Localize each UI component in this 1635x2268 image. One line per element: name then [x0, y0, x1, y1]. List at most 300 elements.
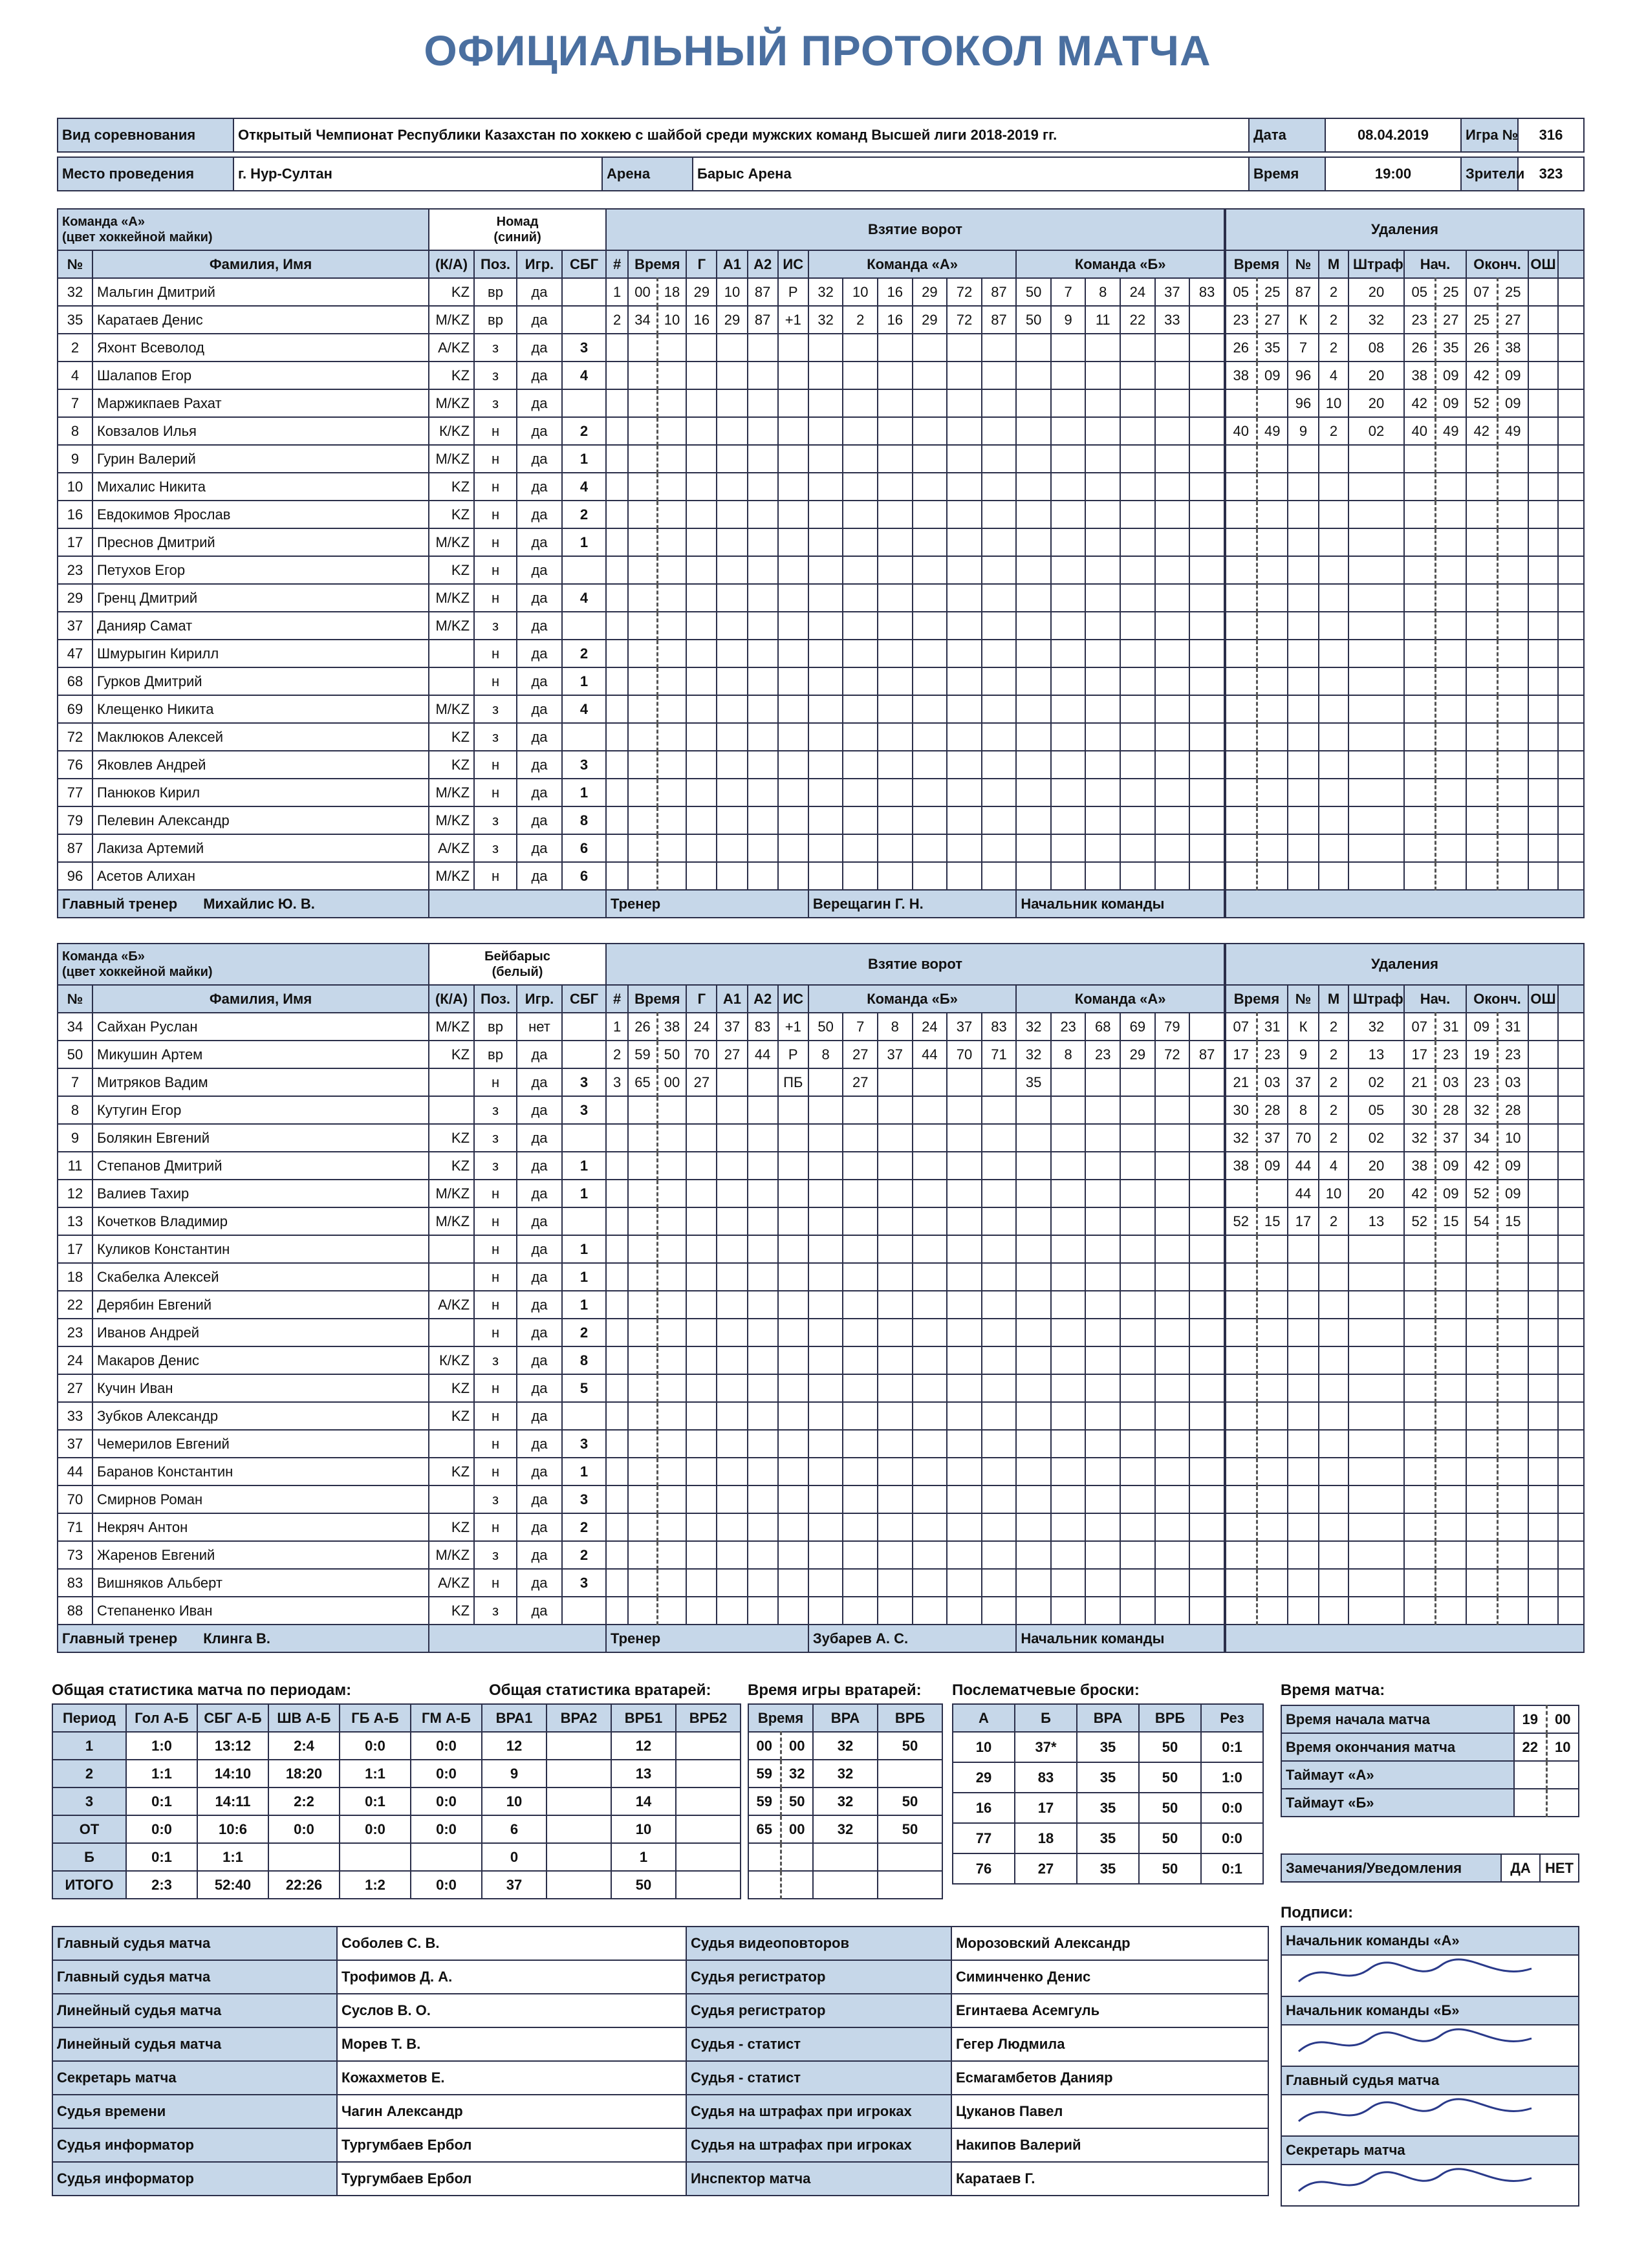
goal-cell	[748, 1096, 778, 1124]
goal-cell	[686, 556, 717, 584]
penalty-cell: 49	[1257, 417, 1288, 445]
goal-cell: 27	[686, 1068, 717, 1096]
penalty-row	[1226, 640, 1584, 667]
goal-cell	[1155, 862, 1190, 890]
period-cell: 2	[52, 1760, 126, 1787]
player-row	[58, 1569, 606, 1597]
goal-cell: 23	[1085, 1041, 1120, 1068]
penalty-cell	[1528, 1124, 1558, 1152]
goal-row	[606, 278, 1224, 306]
player-pos: н	[474, 445, 517, 473]
goal-cell	[606, 1541, 628, 1569]
goal-cell: 87	[748, 306, 778, 334]
goal-cell	[808, 417, 843, 445]
penalty-cell: 09	[1435, 1152, 1466, 1180]
penalty-cell: 07	[1226, 1013, 1257, 1041]
penalty-cell: 08	[1348, 334, 1404, 362]
goal-cell	[947, 1207, 982, 1235]
player-pos: н	[474, 1374, 517, 1402]
player-name: Микушин Артем	[92, 1041, 429, 1068]
official-name: Чагин Александр	[337, 2095, 686, 2128]
goal-cell	[947, 445, 982, 473]
goal-cell	[843, 473, 878, 501]
goal-cell	[913, 779, 947, 806]
penalty-cell	[1435, 612, 1466, 640]
goal-cell	[982, 1180, 1017, 1207]
penalty-cell	[1226, 1291, 1257, 1319]
goal-cell	[1189, 584, 1224, 612]
goal-cell	[717, 556, 747, 584]
goal-cell	[843, 779, 878, 806]
goal-cell: 37	[717, 1013, 747, 1041]
goal-cell	[628, 779, 657, 806]
penalty-cell: К	[1288, 1013, 1319, 1041]
period-cell: 13:12	[197, 1732, 268, 1760]
goal-row	[606, 501, 1224, 528]
player-num: 69	[58, 695, 92, 723]
official-role: Судья времени	[52, 2095, 337, 2128]
goal-row	[606, 1374, 1224, 1402]
penalty-row	[1226, 417, 1584, 445]
goal-cell	[606, 417, 628, 445]
goal-cell	[1085, 1485, 1120, 1513]
penalty-cell	[1404, 1374, 1435, 1402]
player-num: 68	[58, 667, 92, 695]
goal-cell	[947, 723, 982, 751]
goal-cell	[1155, 417, 1190, 445]
penalty-cell	[1528, 751, 1558, 779]
penalty-cell	[1497, 1513, 1528, 1541]
penalty-cell: 2	[1319, 1124, 1348, 1152]
gk-cell	[676, 1871, 741, 1899]
goal-cell	[686, 445, 717, 473]
goal-cell	[947, 528, 982, 556]
goal-cell	[1155, 528, 1190, 556]
player-row	[58, 1096, 606, 1124]
player-row	[58, 389, 606, 417]
goal-cell	[1120, 1319, 1155, 1346]
penalty-row	[1226, 612, 1584, 640]
period-cell: 0:0	[126, 1815, 197, 1843]
goal-cell	[1085, 501, 1120, 528]
goal-cell	[1189, 1263, 1224, 1291]
penalty-cell	[1288, 556, 1319, 584]
player-name: Валиев Тахир	[92, 1180, 429, 1207]
goal-cell	[1120, 556, 1155, 584]
penalty-cell: 32	[1404, 1124, 1435, 1152]
goal-row	[606, 1041, 1224, 1068]
goal-row	[606, 1263, 1224, 1291]
goal-cell	[982, 1124, 1017, 1152]
penalty-row	[1226, 667, 1584, 695]
goal-cell	[1120, 723, 1155, 751]
penalty-cell	[1435, 473, 1466, 501]
goal-cell	[1051, 1458, 1086, 1485]
goal-cell	[1155, 445, 1190, 473]
player-row	[58, 278, 606, 306]
goal-cell	[1085, 1291, 1120, 1319]
penalty-cell: 4	[1319, 362, 1348, 389]
player-num: 24	[58, 1346, 92, 1374]
col-goal-num: #	[606, 250, 628, 278]
penalty-cell: 40	[1226, 417, 1257, 445]
team-name: Номад (синий)	[429, 209, 606, 250]
player-name: Митряков Вадим	[92, 1068, 429, 1096]
goal-cell	[1085, 1374, 1120, 1402]
goal-cell	[778, 556, 808, 584]
goal-cell	[657, 612, 686, 640]
goal-cell	[1155, 1374, 1190, 1402]
col-is: ИС	[778, 985, 808, 1013]
player-sbg	[562, 389, 606, 417]
goal-cell	[1189, 389, 1224, 417]
player-num: 17	[58, 1235, 92, 1263]
player-sbg	[562, 306, 606, 334]
penalty-cell: 25	[1497, 278, 1528, 306]
goal-cell	[947, 556, 982, 584]
penalty-cell	[1319, 640, 1348, 667]
penalty-cell	[1288, 1402, 1319, 1430]
coach-label	[58, 890, 429, 918]
goal-cell	[686, 417, 717, 445]
penalty-cell	[1497, 501, 1528, 528]
signature-scribble	[1286, 2165, 1570, 2201]
goal-cell	[1051, 862, 1086, 890]
penalty-cell	[1404, 584, 1435, 612]
penalty-cell: 03	[1435, 1068, 1466, 1096]
player-igr: да	[517, 278, 562, 306]
penalty-cell: 17	[1404, 1041, 1435, 1068]
penalty-cell	[1319, 1346, 1348, 1374]
penalty-cell	[1226, 1374, 1257, 1402]
goal-cell	[1051, 362, 1086, 389]
col-pen-time: Время	[1226, 250, 1288, 278]
goal-cell	[778, 751, 808, 779]
penalty-cell: 23	[1466, 1068, 1497, 1096]
goal-cell	[843, 1096, 878, 1124]
goal-cell	[982, 1513, 1017, 1541]
goal-cell	[1051, 1319, 1086, 1346]
official-name: Есмагамбетов Данияр	[951, 2061, 1268, 2095]
col-pen-m: М	[1319, 250, 1348, 278]
goal-cell	[686, 1541, 717, 1569]
so-cell: 50	[1139, 1793, 1201, 1823]
period-cell: 3	[52, 1787, 126, 1815]
period-cell	[340, 1843, 411, 1871]
goal-cell	[717, 1541, 747, 1569]
game-value: 316	[1518, 118, 1584, 152]
goal-cell	[878, 1096, 913, 1124]
goal-cell	[947, 1152, 982, 1180]
player-pos: з	[474, 1346, 517, 1374]
gk-cell: 50	[611, 1871, 676, 1899]
penalty-cell	[1558, 1430, 1584, 1458]
goal-cell	[628, 1124, 657, 1152]
penalty-cell	[1257, 556, 1288, 584]
penalty-cell	[1497, 723, 1528, 751]
goal-cell	[1189, 1485, 1224, 1513]
player-igr: да	[517, 1569, 562, 1597]
goal-cell	[1189, 779, 1224, 806]
signature-box	[1281, 2025, 1579, 2066]
goal-cell	[778, 501, 808, 528]
player-sbg	[562, 1124, 606, 1152]
goal-cell	[778, 1291, 808, 1319]
period-cell: 0:0	[411, 1815, 482, 1843]
goal-cell	[843, 640, 878, 667]
goal-cell	[686, 528, 717, 556]
player-igr: да	[517, 806, 562, 834]
remarks-no[interactable]: НЕТ	[1540, 1854, 1579, 1882]
goal-cell	[808, 556, 843, 584]
goal-cell	[1051, 1096, 1086, 1124]
goal-cell	[748, 1207, 778, 1235]
player-ka: KZ	[429, 723, 474, 751]
goal-cell	[628, 1374, 657, 1402]
goal-cell	[913, 834, 947, 862]
period-cell: 0:0	[411, 1732, 482, 1760]
trainer-label-text: Тренер	[611, 1630, 661, 1647]
player-igr: да	[517, 1041, 562, 1068]
penalty-cell	[1319, 695, 1348, 723]
penalty-cell	[1348, 1374, 1404, 1402]
player-name: Смирнов Роман	[92, 1485, 429, 1513]
penalty-cell	[1497, 528, 1528, 556]
penalty-cell	[1226, 584, 1257, 612]
player-row	[58, 1041, 606, 1068]
goal-cell	[1085, 1207, 1120, 1235]
penalty-cell	[1319, 1291, 1348, 1319]
penalty-cell	[1558, 473, 1584, 501]
player-num: 13	[58, 1207, 92, 1235]
penalty-cell	[1288, 1597, 1319, 1625]
goal-cell	[748, 612, 778, 640]
player-name: Ковзалов Илья	[92, 417, 429, 445]
official-role: Линейный судья матча	[52, 1994, 337, 2027]
goal-cell	[808, 723, 843, 751]
player-row	[58, 501, 606, 528]
penalty-row	[1226, 1207, 1584, 1235]
goal-cell: 29	[686, 278, 717, 306]
goal-cell	[1016, 501, 1051, 528]
penalty-cell: 32	[1466, 1096, 1497, 1124]
penalty-cell: 42	[1466, 1152, 1497, 1180]
goal-cell	[808, 779, 843, 806]
teamA-penalties	[1225, 208, 1585, 918]
goal-cell	[1120, 612, 1155, 640]
goal-cell	[606, 389, 628, 417]
col-goal-time: Время	[628, 250, 686, 278]
so-head: Б	[1015, 1704, 1077, 1732]
penalty-cell	[1497, 1458, 1528, 1485]
goal-cell	[657, 751, 686, 779]
goal-cell	[982, 667, 1017, 695]
penalty-row	[1226, 1430, 1584, 1458]
penalty-cell	[1466, 1430, 1497, 1458]
goal-cell	[1051, 528, 1086, 556]
col-sbg: СБГ	[562, 985, 606, 1013]
penalty-row	[1226, 501, 1584, 528]
goal-cell	[1016, 1458, 1051, 1485]
goal-cell	[628, 1152, 657, 1180]
player-sbg	[562, 1041, 606, 1068]
goal-cell	[628, 1235, 657, 1263]
penalty-cell	[1257, 612, 1288, 640]
goal-cell	[1051, 1402, 1086, 1430]
player-sbg: 3	[562, 1430, 606, 1458]
time-label: Время	[1249, 157, 1325, 191]
player-igr: да	[517, 501, 562, 528]
goal-cell	[1120, 1458, 1155, 1485]
gk-cell	[676, 1760, 741, 1787]
col-on-ice-opp: Команда «А»	[1016, 985, 1224, 1013]
penalty-cell	[1497, 1430, 1528, 1458]
player-ka: KZ	[429, 1458, 474, 1485]
player-num: 27	[58, 1374, 92, 1402]
mt-cell	[1514, 1789, 1546, 1817]
player-pos: з	[474, 334, 517, 362]
player-num: 7	[58, 1068, 92, 1096]
goal-cell	[657, 1597, 686, 1625]
penalty-cell	[1348, 1430, 1404, 1458]
goal-row	[606, 1207, 1224, 1235]
penalty-cell	[1528, 1291, 1558, 1319]
goal-cell: 65	[628, 1068, 657, 1096]
goal-cell: 44	[913, 1041, 947, 1068]
penalty-cell: 9	[1288, 1041, 1319, 1068]
signature-label: Начальник команды «Б»	[1281, 1996, 1579, 2025]
goal-cell	[1120, 1430, 1155, 1458]
goal-cell	[1016, 1319, 1051, 1346]
penalty-cell	[1348, 556, 1404, 584]
goal-cell	[717, 1263, 747, 1291]
player-igr: да	[517, 473, 562, 501]
player-num: 16	[58, 501, 92, 528]
goal-cell	[843, 1374, 878, 1402]
goal-cell	[686, 640, 717, 667]
period-head: СБГ А-Б	[197, 1704, 268, 1732]
player-name: Мальгин Дмитрий	[92, 278, 429, 306]
player-num: 76	[58, 751, 92, 779]
goal-cell	[1189, 1096, 1224, 1124]
goal-cell	[1189, 1458, 1224, 1485]
goal-cell	[1051, 1207, 1086, 1235]
penalty-cell: 05	[1226, 278, 1257, 306]
goal-row	[606, 1013, 1224, 1041]
penalty-cell	[1348, 1346, 1404, 1374]
player-pos: н	[474, 779, 517, 806]
remarks-yes[interactable]: ДА	[1501, 1854, 1540, 1882]
goal-cell	[1085, 1068, 1120, 1096]
goal-cell	[878, 1430, 913, 1458]
period-head: ГБ А-Б	[340, 1704, 411, 1732]
player-igr: да	[517, 334, 562, 362]
player-num: 11	[58, 1152, 92, 1180]
penalty-cell: 52	[1226, 1207, 1257, 1235]
goal-cell	[1016, 1346, 1051, 1374]
goal-cell	[628, 1513, 657, 1541]
goal-cell	[748, 1374, 778, 1402]
penalty-cell	[1528, 612, 1558, 640]
penalty-cell	[1558, 306, 1584, 334]
penalty-cell	[1288, 1569, 1319, 1597]
player-pos: з	[474, 362, 517, 389]
player-igr: да	[517, 1374, 562, 1402]
period-cell: 0:1	[126, 1787, 197, 1815]
gkt-head: Время	[748, 1704, 813, 1732]
goal-cell	[628, 1597, 657, 1625]
goal-row	[606, 695, 1224, 723]
goal-cell	[843, 695, 878, 723]
gkt-cell: 32	[813, 1732, 878, 1760]
goal-cell	[878, 751, 913, 779]
official-name: Суслов В. О.	[337, 1994, 686, 2027]
penalty-cell	[1226, 695, 1257, 723]
penalty-cell	[1466, 695, 1497, 723]
player-igr: да	[517, 779, 562, 806]
player-sbg	[562, 723, 606, 751]
goal-cell	[1155, 1235, 1190, 1263]
goal-cell	[982, 334, 1017, 362]
goal-cell	[778, 389, 808, 417]
penalty-row	[1226, 584, 1584, 612]
goal-cell: Р	[778, 278, 808, 306]
goal-cell: 16	[686, 306, 717, 334]
goal-cell	[982, 417, 1017, 445]
penalty-cell	[1466, 751, 1497, 779]
goal-cell	[628, 445, 657, 473]
goal-cell	[748, 1263, 778, 1291]
penalty-cell	[1497, 1235, 1528, 1263]
player-pos: з	[474, 1485, 517, 1513]
gk-cell: 13	[611, 1760, 676, 1787]
period-cell: 2:3	[126, 1871, 197, 1899]
goal-cell	[686, 1291, 717, 1319]
penalty-row	[1226, 1346, 1584, 1374]
player-igr: да	[517, 1458, 562, 1485]
player-name: Вишняков Альберт	[92, 1569, 429, 1597]
goal-cell	[1085, 1513, 1120, 1541]
player-row	[58, 306, 606, 334]
goal-cell	[878, 640, 913, 667]
goal-cell	[982, 1458, 1017, 1485]
official-role: Судья видеоповторов	[686, 1927, 951, 1960]
chief-label: Начальник команды	[1016, 890, 1224, 918]
goal-cell	[1120, 1291, 1155, 1319]
goal-cell	[686, 501, 717, 528]
goal-row	[606, 334, 1224, 362]
penalty-cell	[1497, 1291, 1528, 1319]
goal-cell	[778, 667, 808, 695]
player-ka	[429, 1068, 474, 1096]
penalty-cell	[1404, 1597, 1435, 1625]
player-num: 23	[58, 1319, 92, 1346]
goal-cell	[1016, 779, 1051, 806]
penalty-cell: 2	[1319, 1041, 1348, 1068]
goal-cell	[843, 1152, 878, 1180]
goal-cell	[843, 445, 878, 473]
player-num: 9	[58, 1124, 92, 1152]
penalty-cell: 38	[1404, 1152, 1435, 1180]
gkt-cell	[748, 1843, 781, 1871]
penalty-cell: 28	[1497, 1096, 1528, 1124]
goal-cell: 83	[748, 1013, 778, 1041]
goal-cell	[1051, 1068, 1086, 1096]
goal-cell	[1120, 1346, 1155, 1374]
signature-label: Начальник команды «А»	[1281, 1927, 1579, 1955]
player-pos: вр	[474, 306, 517, 334]
goal-cell	[1189, 334, 1224, 362]
